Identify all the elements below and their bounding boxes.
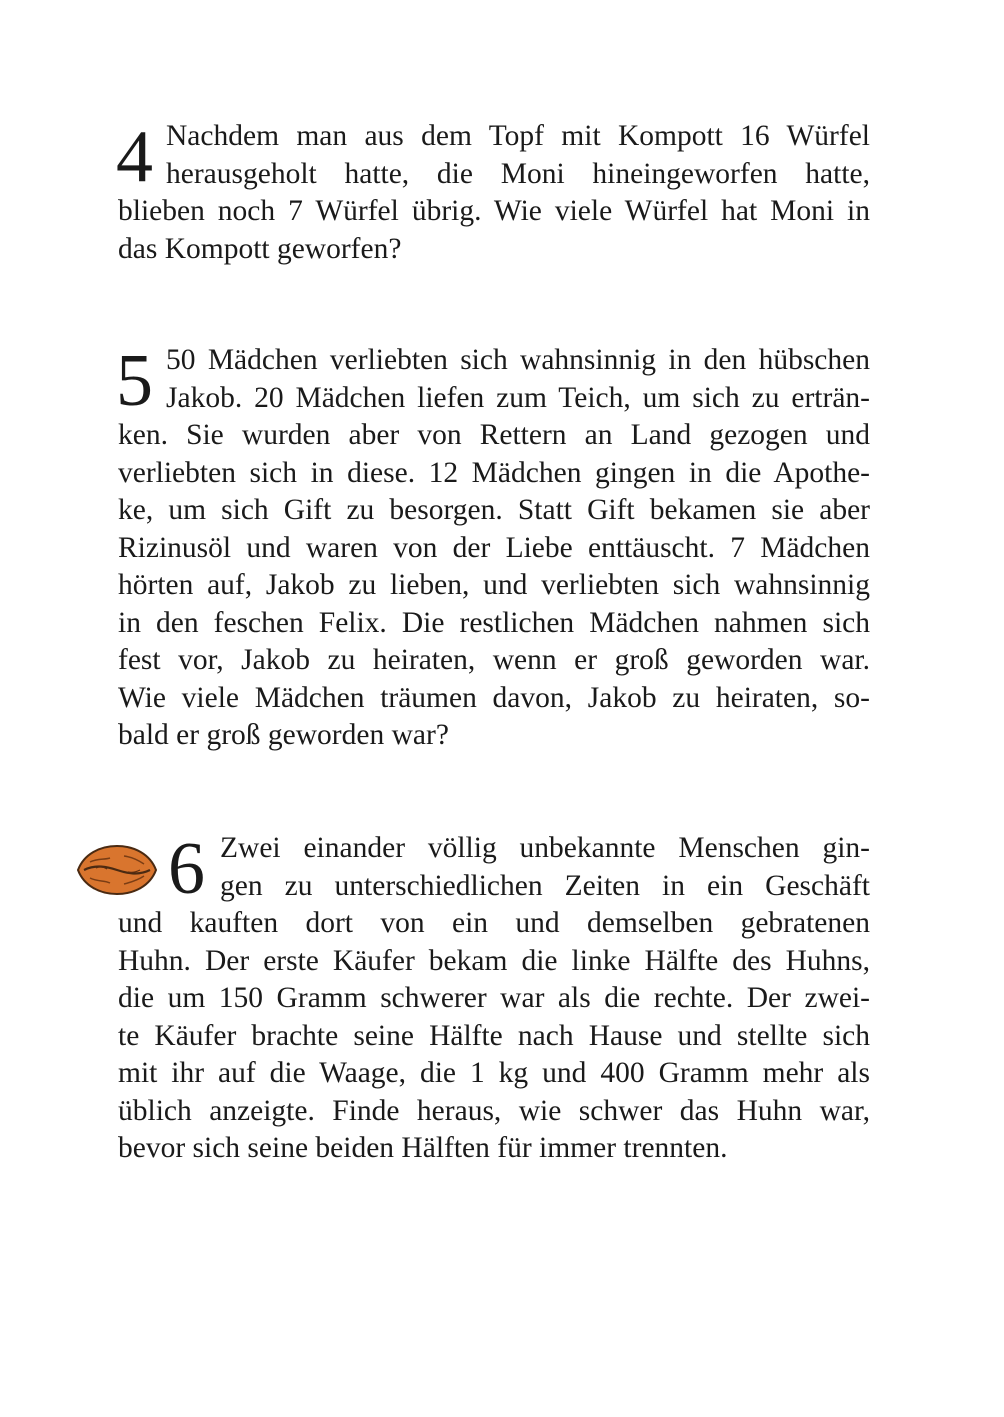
problem-5	[118, 342, 870, 755]
problem-number: 4	[116, 116, 153, 198]
text-line: hörten auf, Jakob zu lieben, und verliebten sich wahnsinnig	[118, 569, 870, 601]
text-line: blieben noch 7 Würfel übrig. Wie viele Würfel hat Moni in	[118, 195, 870, 227]
text-line: Nachdem man aus dem Topf mit Kompott 16 Würfel	[166, 120, 870, 152]
problem-4	[118, 118, 870, 268]
text-line: das Kompott geworfen?	[118, 232, 402, 265]
problem-6	[118, 830, 870, 1168]
text-line: fest vor, Jakob zu heiraten, wenn er groß geworden war.	[118, 644, 870, 676]
text-line: Zwei einander völlig unbekannte Menschen gin-	[220, 832, 870, 864]
text-line: Rizinusöl und waren von der Liebe enttäuscht. 7 Mädchen	[118, 531, 870, 564]
text-line: te Käufer brachte seine Hälfte nach Hause und stellte sich	[118, 1019, 870, 1052]
text-line: ke, um sich Gift zu besorgen. Statt Gift bekamen sie aber	[118, 494, 870, 526]
text-line: die um 150 Gramm schwerer war als die rechte. Der zwei-	[118, 982, 870, 1014]
text-line: gen zu unterschiedlichen Zeiten in ein Geschäft	[220, 869, 870, 902]
text-line: Jakob. 20 Mädchen liefen zum Teich, um sich zu erträn-	[166, 381, 870, 414]
text-line: ken. Sie wurden aber von Rettern an Land gezogen und	[118, 419, 870, 451]
text-line: verliebten sich in diese. 12 Mädchen gingen in die Apothe-	[118, 456, 870, 489]
text-line: und kauften dort von ein und demselben gebratenen	[118, 907, 870, 939]
problem-number: 5	[116, 340, 153, 422]
text-line: Huhn. Der erste Käufer bekam die linke Hälfte des Huhns,	[118, 944, 870, 977]
text-line: 50 Mädchen verliebten sich wahnsinnig in den hübschen	[166, 344, 870, 376]
text-line: herausgeholt hatte, die Moni hineingeworfen hatte,	[166, 157, 870, 190]
text-line: üblich anzeigte. Finde heraus, wie schwer das Huhn war,	[118, 1094, 870, 1127]
problem-number: 6	[168, 828, 205, 910]
walnut-icon	[74, 840, 160, 900]
text-line: mit ihr auf die Waage, die 1 kg und 400 Gramm mehr als	[118, 1057, 870, 1089]
text-line: Wie viele Mädchen träumen davon, Jakob zu heiraten, so-	[118, 681, 870, 714]
text-line: bevor sich seine beiden Hälften für immer trennten.	[118, 1132, 728, 1164]
text-line: in den feschen Felix. Die restlichen Mädchen nahmen sich	[118, 606, 870, 639]
text-line: bald er groß geworden war?	[118, 719, 449, 751]
